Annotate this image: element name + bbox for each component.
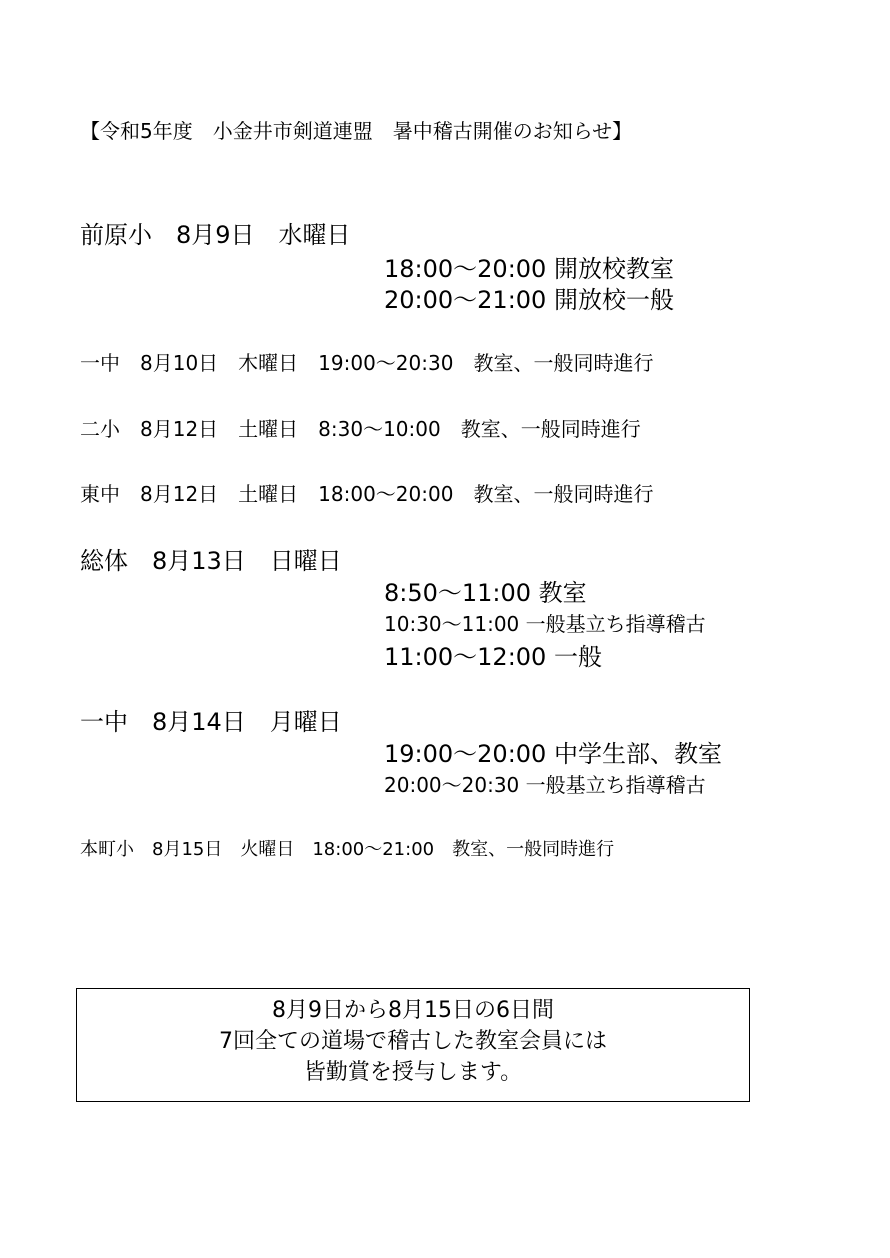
schedule-line-honchosho-0815: 本町小 8月15日 火曜日 18:00〜21:00 教室、一般同時進行 — [80, 839, 615, 860]
session-line: 11:00〜12:00 一般 — [384, 643, 602, 671]
session-line: 20:00〜21:00 開放校一般 — [384, 286, 674, 314]
venue-heading-itchu-0814: 一中 8月14日 月曜日 — [80, 708, 342, 736]
session-line: 18:00〜20:00 開放校教室 — [384, 255, 674, 283]
venue-heading-sotai: 総体 8月13日 日曜日 — [80, 547, 342, 575]
schedule-line-nisho-0812: 二小 8月12日 土曜日 8:30〜10:00 教室、一般同時進行 — [80, 417, 641, 441]
venue-heading-maeharasho: 前原小 8月9日 水曜日 — [80, 221, 351, 249]
award-notice-box — [76, 988, 750, 1102]
session-line: 20:00〜20:30 一般基立ち指導稽古 — [384, 773, 706, 797]
notice-line: 7回全ての道場で稽古した教室会員には — [219, 1029, 607, 1054]
page-title: 【令和5年度 小金井市剣道連盟 暑中稽古開催のお知らせ】 — [80, 119, 633, 143]
notice-line: 8月9日から8月15日の6日間 — [272, 998, 554, 1023]
schedule-line-itchu-0810: 一中 8月10日 木曜日 19:00〜20:30 教室、一般同時進行 — [80, 351, 654, 375]
session-line: 8:50〜11:00 教室 — [384, 579, 587, 607]
session-line: 10:30〜11:00 一般基立ち指導稽古 — [384, 612, 706, 636]
session-line: 19:00〜20:00 中学生部、教室 — [384, 740, 722, 768]
schedule-line-higashichu-0812: 東中 8月12日 土曜日 18:00〜20:00 教室、一般同時進行 — [80, 482, 654, 506]
notice-line: 皆勤賞を授与します。 — [303, 1060, 523, 1085]
